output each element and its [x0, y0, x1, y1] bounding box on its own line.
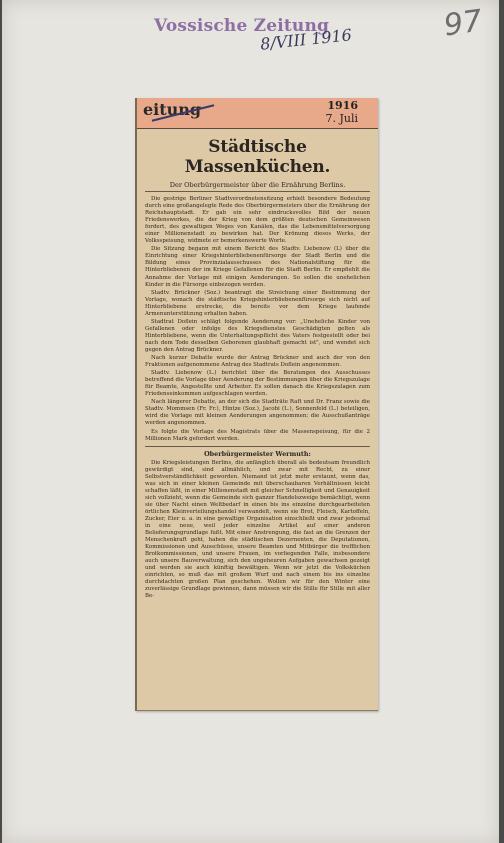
- header-date: 7. Juli: [325, 112, 358, 125]
- paragraph: Die Sitzung begann mit einem Bericht des Stadtv. Liebenow (L) über die Einrichtung einer Kriegshinterbliebenenfürsorge der Stadt Berlin und die Bildung eines Provinzialausschusses des Nationalstiftung für die Hinterbliebenen der im Kriege Gefallenen für die Stadt Berlin. Er empfiehlt die Annahme der Vorlage mit einigen Aenderungen. So sollen die unehelichen Kinder in die Fürsorge einbezogen werden.: [145, 246, 370, 288]
- paragraph: Die gestrige Berliner Stadtverordnetensitzung erhielt besondere Bedeutung durch eine großangelegte Rede des Oberbürgermeisters über die Ernährung der Reichshauptstadt. Er gab ein sehr eindrucksvolles Bild der neuen Friedenswerkes, die der Krieg von dem größten deutschen Gemeinwesen fordert, des gewaltigen Weges von Kanälen, das die Lebensmittelversorgung einer Millionenstadt zu bewirken hat. Der Krönung dieses Werks, der Volksspeisung, widmete er bemerkenswerte Worte.: [145, 196, 370, 245]
- newspaper-stamp: Vossische Zeitung: [154, 16, 330, 36]
- paragraph: Stadtv. Liebenow (L.) berichtet über die Beratungen des Ausschusses betreffend die Vorlage über Aenderung der Bestimmungen über die Kriegszulage für Beamte, Angestellte und Arbeiter. Es sollen danach die Kriegszulagen zum Friedenseinkommen aufgeschlagen werden.: [145, 370, 370, 398]
- paragraph: Die Kriegsleistungen Berlins, die anfänglich überall als bedeutsam freundlich gewürdigt sind, sind allmählich, und zwar mit Recht, zu einer Selbstverständlichkeit geworden. Niemand ist jetzt mehr erstaunt, wenn das, was sich in einer kleinen Gemeinde mit überschaubaren Verhältnissen leicht schaffen läßt, in einer Millionenstadt mit gleicher Schnelligkeit und Genauigkeit sich vollzieht, wenn die Gemeinde sich ganzer Handelszweige bemächtigt, wenn sie über Nacht einen Weltbedarf in einen bis ins einzelne durchgearbeiteten örtlichen Kleinverteilungshandel verwandelt, wenn sie Brot, Fleisch, Kartoffeln, Zucker, Eier u. a. in eine gewaltige Organisation einschließt und zwar jedesmal in eine neue, weil jeder einzelne Artikel auf einer anderen Belieferungsgrundlage fußt. Mit einer Anstrengung, die fast an die Grenzen der Menschenkraft geht, haben die städtischen Dezernenten, die Deputationen, Kommissionen und Ausschüsse, unsere Beamten und Mitbürger die trefflichen Brotkommissionen, und unsere Frauen, im vorliegenden Falle, insbesondere auch unsere Bauverwaltung, sich den ungeheuren Aufgaben gewachsen gezeigt und werden sie auch künftig bewältigen. Wenn wir jetzt die Volksküchen einrichten, so muß das mit großem Wurf und nach einem bis ins einzelne durchdachten großen Plan geschehen. Wollen wir für den Winter eine zuverlässige Grundlage gewinnen, dann müssen wir die Stille für Stille mit aller Be-: [145, 459, 370, 600]
- paragraph: Stadtrat Doflein schlägt folgende Aenderung vor: „Uneheliche Kinder von Gefallenen oder infolge des Kriegsdienstes Geschädigten gelten als Hinterbliebene, wenn die Unterhaltungspflicht des Vaters festgestellt oder bei nach dem Tode desselben Geborenen glaubhaft gemacht ist", und wendet sich gegen den Antrag Brückner.: [145, 318, 370, 353]
- section-heading: Oberbürgermeister Wermuth:: [145, 446, 370, 458]
- handwritten-number: 97: [441, 3, 485, 44]
- paragraph: Es folgte die Vorlage des Magistrats über die Massenspeisung, für die 2 Millionen Mark gefordert werden.: [145, 428, 370, 442]
- paragraph: Stadtv. Brückner (Soz.) beantragt die Streichung einer Bestimmung der Vorlage, wonach die städtische Kriegshinterbliebenenfürsorge sich nicht auf Hinterbliebene erstrecke, die bereits vor dem Kriege laufende Armenunterstützung erhalten haben.: [145, 289, 370, 317]
- header-year: 1916: [327, 99, 358, 112]
- article-subtitle: Der Oberbürgermeister über die Ernährung Berlins.: [145, 181, 370, 192]
- article-body: [137, 129, 378, 601]
- article-title: Städtische Massenküchen.: [184, 137, 331, 177]
- newspaper-clipping: [135, 98, 378, 711]
- archive-sheet: [2, 0, 499, 843]
- paragraph: Nach kurzer Debatte wurde der Antrag Brückner und auch der von den Fraktionen aufgenommene Antrag des Stadtrats Doflein angenommen.: [145, 355, 370, 369]
- header-paper-name: eitung: [143, 100, 202, 119]
- paragraph: Nach längerer Debatte, an der sich die Stadträte Raft und Dr. Franz sowie die Stadtv. Mommsen (Fr. Fr.), Hintze (Soz.), Jacobi (L.), Sonnenfeld (L.) beteiligen, wird die Vorlage mit kleinen Aenderungen angenommen; die Ausschußanträge werden angenommen.: [145, 399, 370, 427]
- clipping-header: [137, 98, 378, 129]
- handwritten-date: 8/VIII 1916: [259, 25, 353, 54]
